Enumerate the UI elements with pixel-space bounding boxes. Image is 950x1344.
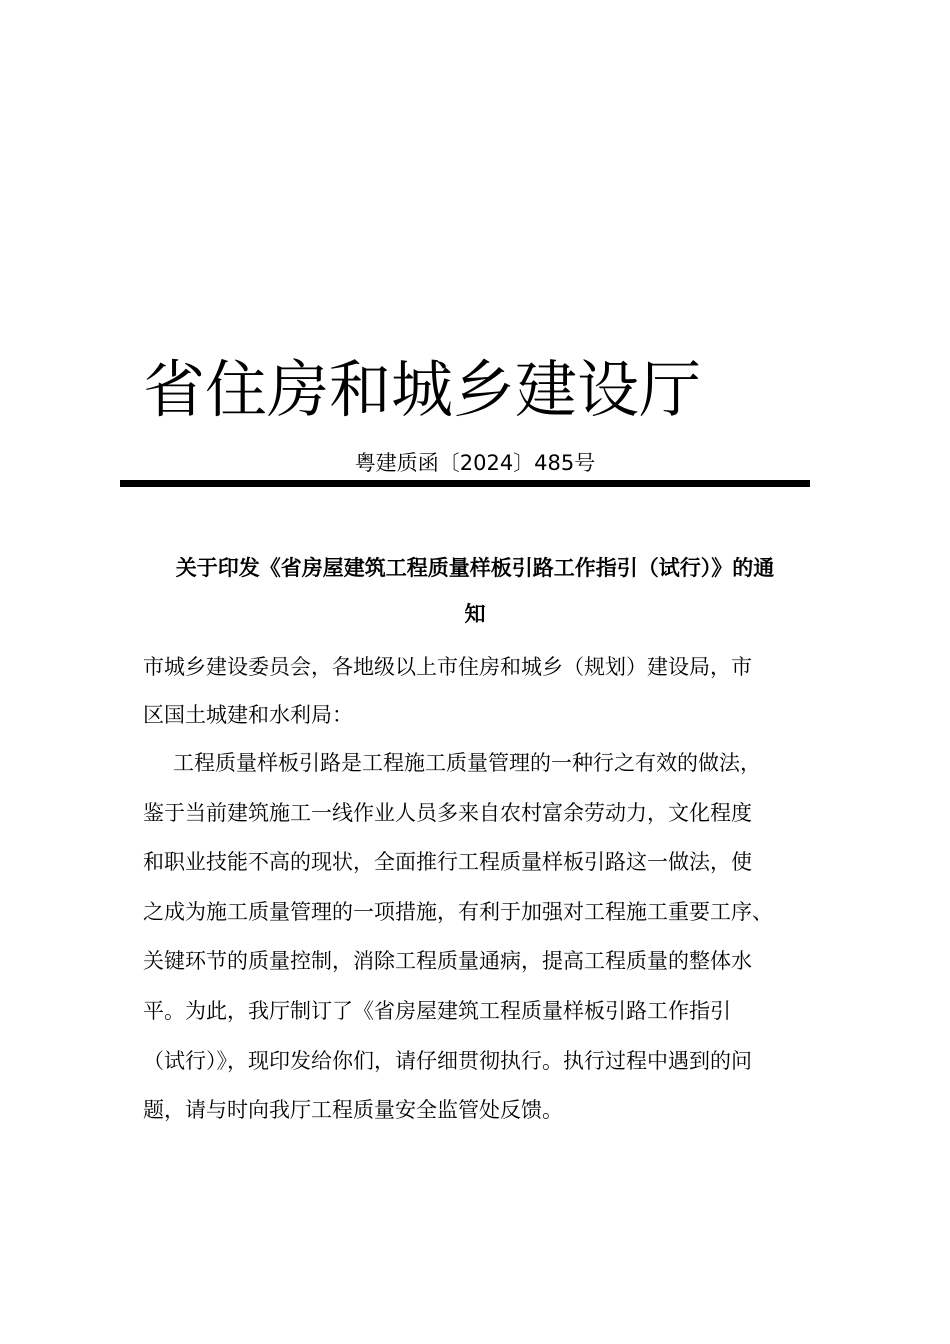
addressee-block [143,643,807,739]
addressee-line: 市城乡建设委员会，各地级以上市住房和城乡（规划）建设局，市 [143,655,752,679]
body-line: （试行）》，现印发给你们，请仔细贯彻执行。执行过程中遇到的问 [143,1048,752,1073]
title-line: 知 [464,602,486,626]
body-line: 和职业技能不高的现状，全面推行工程质量样板引路这一做法，使 [143,850,752,875]
body-line: 平。为此，我厅制订了《省房屋建筑工程质量样板引路工作指引 [143,998,731,1023]
document-number: 粤建质函〔2024〕485号 [354,451,596,475]
body-line: 鉴于当前建筑施工一线作业人员多来自农村富余劳动力，文化程度 [143,800,752,825]
header-divider-rule [120,480,810,487]
addressee-line: 区国土城建和水利局： [143,703,353,727]
body-line: 之成为施工质量管理的一项措施，有利于加强对工程施工重要工序、 [143,899,773,924]
title-line: 关于印发《省房屋建筑工程质量样板引路工作指引（试行）》的通 [175,556,775,580]
agency-name-heading: 省住房和城乡建设厅 [143,353,702,426]
body-line: 关键环节的质量控制，消除工程质量通病，提高工程质量的整体水 [143,949,752,974]
body-paragraph [143,739,807,1136]
body-line: 题，请与时向我厅工程质量安全监管处反馈。 [143,1098,563,1123]
notice-title [143,545,807,637]
body-line: 工程质量样板引路是工程施工质量管理的一种行之有效的做法， [173,751,761,775]
